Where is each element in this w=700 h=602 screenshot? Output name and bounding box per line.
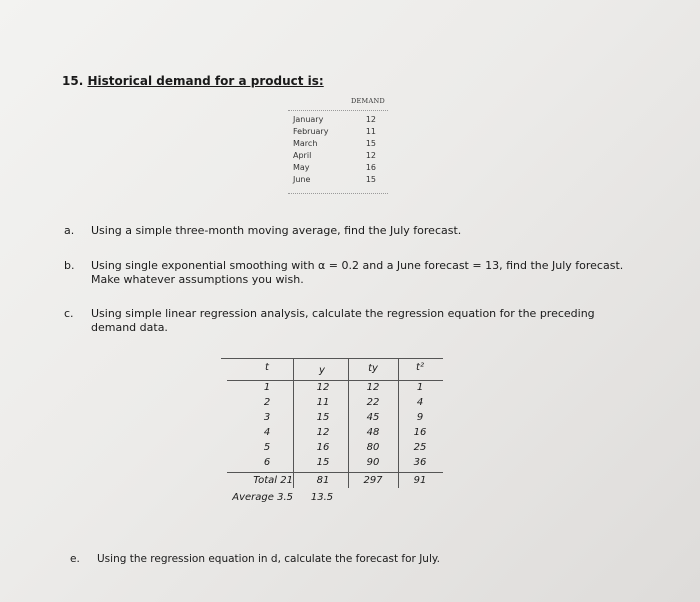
demand-month: January (293, 115, 324, 124)
demand-month: April (293, 151, 312, 160)
cell: 6 (263, 457, 271, 468)
demand-row (293, 127, 383, 139)
item-text: Using a simple three-month moving average, find the July forecast. (91, 224, 462, 237)
cell: 15 (316, 457, 330, 468)
cell: 36 (413, 457, 427, 468)
table-rule (227, 380, 443, 381)
demand-value: 12 (365, 115, 376, 124)
cell: 1 (263, 382, 271, 393)
demand-value: 16 (365, 163, 376, 172)
demand-month: May (293, 163, 310, 172)
demand-header: DEMAND (351, 97, 386, 105)
demand-row (293, 115, 383, 127)
total-t2: 91 (413, 475, 427, 486)
demand-rows (288, 110, 388, 194)
item-text-line1: Using single exponential smoothing with α = 0.2 and a June forecast = 13, find the July forecast. (91, 259, 624, 272)
cell: 1 (416, 382, 424, 393)
demand-month: February (293, 127, 329, 136)
header-ty: ty (368, 363, 378, 374)
cell: 4 (263, 427, 271, 438)
cell: 4 (416, 397, 424, 408)
item-label: c. (64, 307, 74, 320)
cell: 80 (366, 442, 380, 453)
item-text: Using the regression equation in d, calculate the forecast for July. (97, 553, 440, 565)
item-text-line1: Using simple linear regression analysis, calculate the regression equation for the preceding (91, 307, 595, 320)
cell: 45 (366, 412, 380, 423)
cell: 15 (316, 412, 330, 423)
cell: 25 (413, 442, 427, 453)
item-text-line2: Make whatever assumptions you wish. (91, 273, 304, 286)
column-divider (348, 358, 349, 488)
item-label: e. (70, 553, 80, 565)
question-number: 15. (62, 74, 84, 88)
item-text-line2: demand data. (91, 321, 168, 334)
total-label: Total 21 (253, 475, 293, 486)
cell: 16 (413, 427, 427, 438)
table-rule (227, 472, 443, 473)
regression-table (221, 358, 443, 508)
cell: 12 (316, 427, 330, 438)
question-title-text: Historical demand for a product is: (87, 74, 324, 88)
average-y: 13.5 (310, 492, 334, 503)
demand-value: 12 (365, 151, 376, 160)
demand-value: 11 (365, 127, 376, 136)
item-label: a. (64, 224, 75, 237)
demand-value: 15 (365, 139, 376, 148)
cell: 12 (316, 382, 330, 393)
table-rule (221, 358, 443, 359)
average-label: Average 3.5 (232, 492, 293, 503)
cell: 11 (316, 397, 330, 408)
cell: 16 (316, 442, 330, 453)
cell: 12 (366, 382, 380, 393)
item-label: b. (64, 259, 75, 272)
column-divider (398, 358, 399, 488)
demand-month: March (293, 139, 318, 148)
cell: 9 (416, 412, 424, 423)
demand-value: 15 (365, 175, 376, 184)
demand-row (293, 163, 383, 175)
demand-row (293, 139, 383, 151)
header-t: t (265, 362, 269, 373)
header-t2: t² (416, 362, 424, 373)
cell: 48 (366, 427, 380, 438)
cell: 90 (366, 457, 380, 468)
total-y: 81 (316, 475, 330, 486)
cell: 2 (263, 397, 271, 408)
question-title (62, 74, 324, 88)
cell: 3 (263, 412, 271, 423)
cell: 5 (263, 442, 271, 453)
total-ty: 297 (363, 475, 383, 486)
column-divider (293, 358, 294, 488)
cell: 22 (366, 397, 380, 408)
demand-row (293, 151, 383, 163)
demand-row (293, 175, 383, 187)
demand-month: June (293, 175, 311, 184)
header-y: y (319, 365, 325, 376)
